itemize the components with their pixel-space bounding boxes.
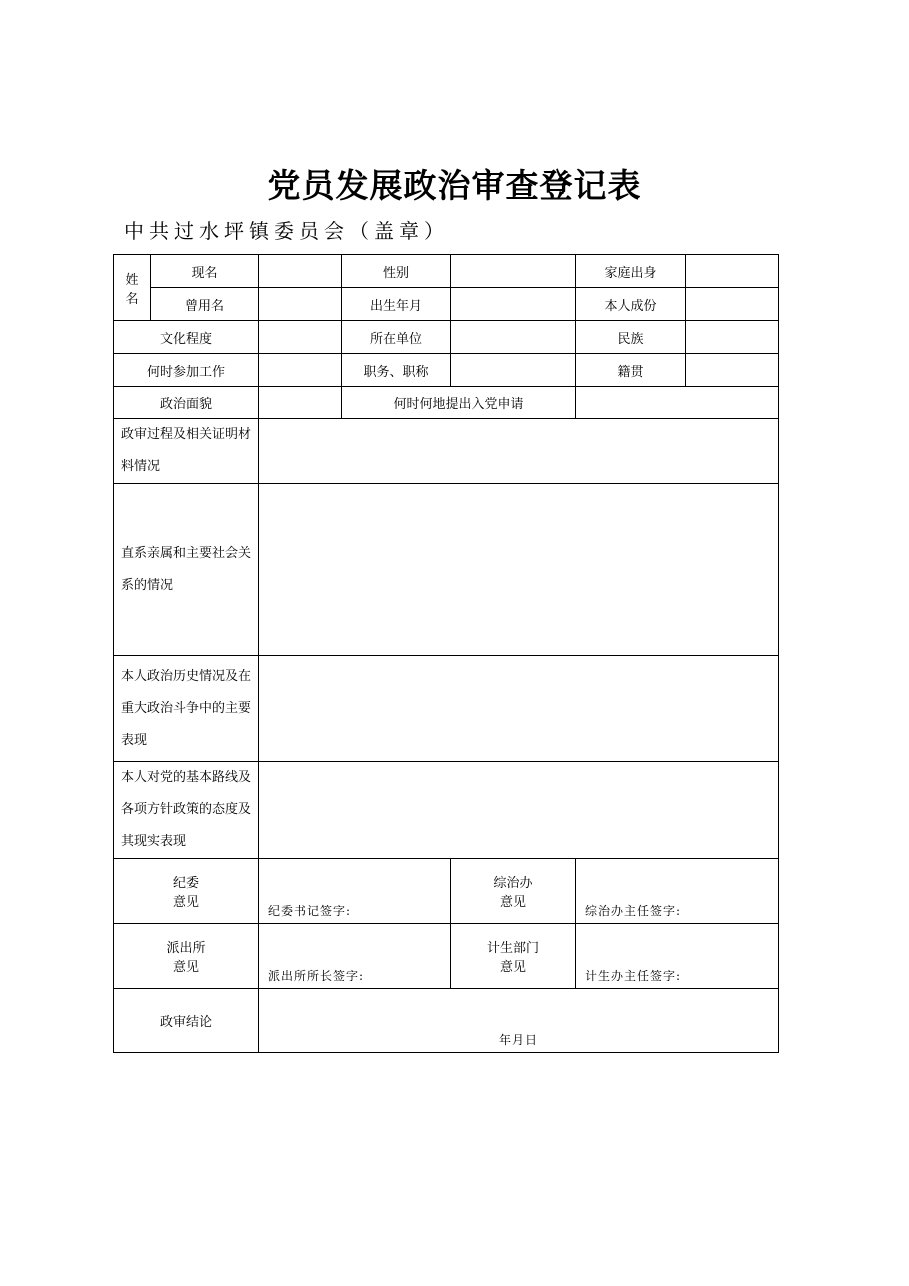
family-planning-label-top: 计生部门 — [486, 941, 539, 956]
police-opinion-field[interactable] — [259, 924, 451, 989]
discipline-committee-label-top: 纪委 — [172, 876, 199, 891]
name-group-label — [114, 255, 151, 321]
conclusion-label: 政审结论 — [114, 989, 259, 1053]
political-status-label: 政治面貌 — [114, 387, 259, 419]
ethnicity-field[interactable] — [686, 321, 779, 354]
document-title: 党员发展政治审查登记表 — [267, 166, 642, 205]
application-time-place-label — [342, 387, 576, 419]
personal-status-field[interactable] — [686, 288, 779, 321]
personal-status-label: 本人成份 — [576, 288, 686, 321]
party-attitude-label: 本人对党的基本路线及各项方针政策的态度及其现实表现 — [114, 762, 259, 859]
review-process-field[interactable] — [259, 419, 779, 484]
family-planning-label-bottom: 意见 — [499, 960, 526, 975]
discipline-opinion-field[interactable] — [259, 859, 451, 924]
political-status-field[interactable] — [259, 387, 342, 419]
discipline-committee-label — [114, 859, 259, 924]
birth-date-label: 出生年月 — [342, 288, 451, 321]
discipline-signature-label: 纪委书记签字: — [268, 904, 352, 918]
conclusion-date-label: 年月日 — [498, 1033, 538, 1047]
comprehensive-opinion-field[interactable] — [576, 859, 779, 924]
police-station-label-bottom: 意见 — [172, 960, 199, 975]
family-planning-opinion-field[interactable] — [576, 924, 779, 989]
review-process-label: 政审过程及相关证明材料情况 — [114, 419, 259, 484]
family-origin-field[interactable] — [686, 255, 779, 288]
police-station-label-top: 派出所 — [166, 941, 206, 956]
relatives-label: 直系亲属和主要社会关系的情况 — [114, 484, 259, 656]
native-place-field[interactable] — [686, 354, 779, 387]
name-group-top-char: 姓 — [125, 272, 139, 288]
comprehensive-office-label-bottom: 意见 — [499, 895, 526, 910]
application-time-place-field[interactable] — [576, 387, 779, 419]
registration-form-table — [113, 254, 779, 1053]
position-title-label: 职务、职称 — [342, 354, 451, 387]
comprehensive-office-label — [451, 859, 576, 924]
birth-date-field[interactable] — [451, 288, 576, 321]
comprehensive-office-label-top: 综治办 — [493, 876, 533, 891]
conclusion-field[interactable] — [259, 989, 779, 1053]
native-place-label: 籍贯 — [576, 354, 686, 387]
work-unit-label: 所在单位 — [342, 321, 451, 354]
former-name-label: 曾用名 — [151, 288, 259, 321]
political-history-label: 本人政治历史情况及在重大政治斗争中的主要表现 — [114, 656, 259, 762]
former-name-field[interactable] — [259, 288, 342, 321]
gender-label: 性别 — [342, 255, 451, 288]
discipline-committee-label-bottom: 意见 — [172, 895, 199, 910]
education-label: 文化程度 — [114, 321, 259, 354]
police-station-label — [114, 924, 259, 989]
position-title-field[interactable] — [451, 354, 576, 387]
work-start-label: 何时参加工作 — [114, 354, 259, 387]
name-group-bottom-char: 名 — [125, 291, 139, 307]
current-name-field[interactable] — [259, 255, 342, 288]
current-name-label: 现名 — [151, 255, 259, 288]
police-signature-label: 派出所所长签字: — [268, 969, 365, 983]
party-attitude-field[interactable] — [259, 762, 779, 859]
document-subtitle: 中共过水坪镇委员会（盖章） — [124, 219, 449, 243]
comprehensive-signature-label: 综治办主任签字: — [585, 904, 682, 918]
ethnicity-label: 民族 — [576, 321, 686, 354]
application-time-place-text: 何时何地提出入党申请 — [393, 397, 524, 412]
family-origin-label: 家庭出身 — [576, 255, 686, 288]
family-planning-label — [451, 924, 576, 989]
political-history-field[interactable] — [259, 656, 779, 762]
family-planning-signature-label: 计生办主任签字: — [585, 969, 682, 983]
relatives-field[interactable] — [259, 484, 779, 656]
work-unit-field[interactable] — [451, 321, 576, 354]
education-field[interactable] — [259, 321, 342, 354]
work-start-field[interactable] — [259, 354, 342, 387]
gender-field[interactable] — [451, 255, 576, 288]
